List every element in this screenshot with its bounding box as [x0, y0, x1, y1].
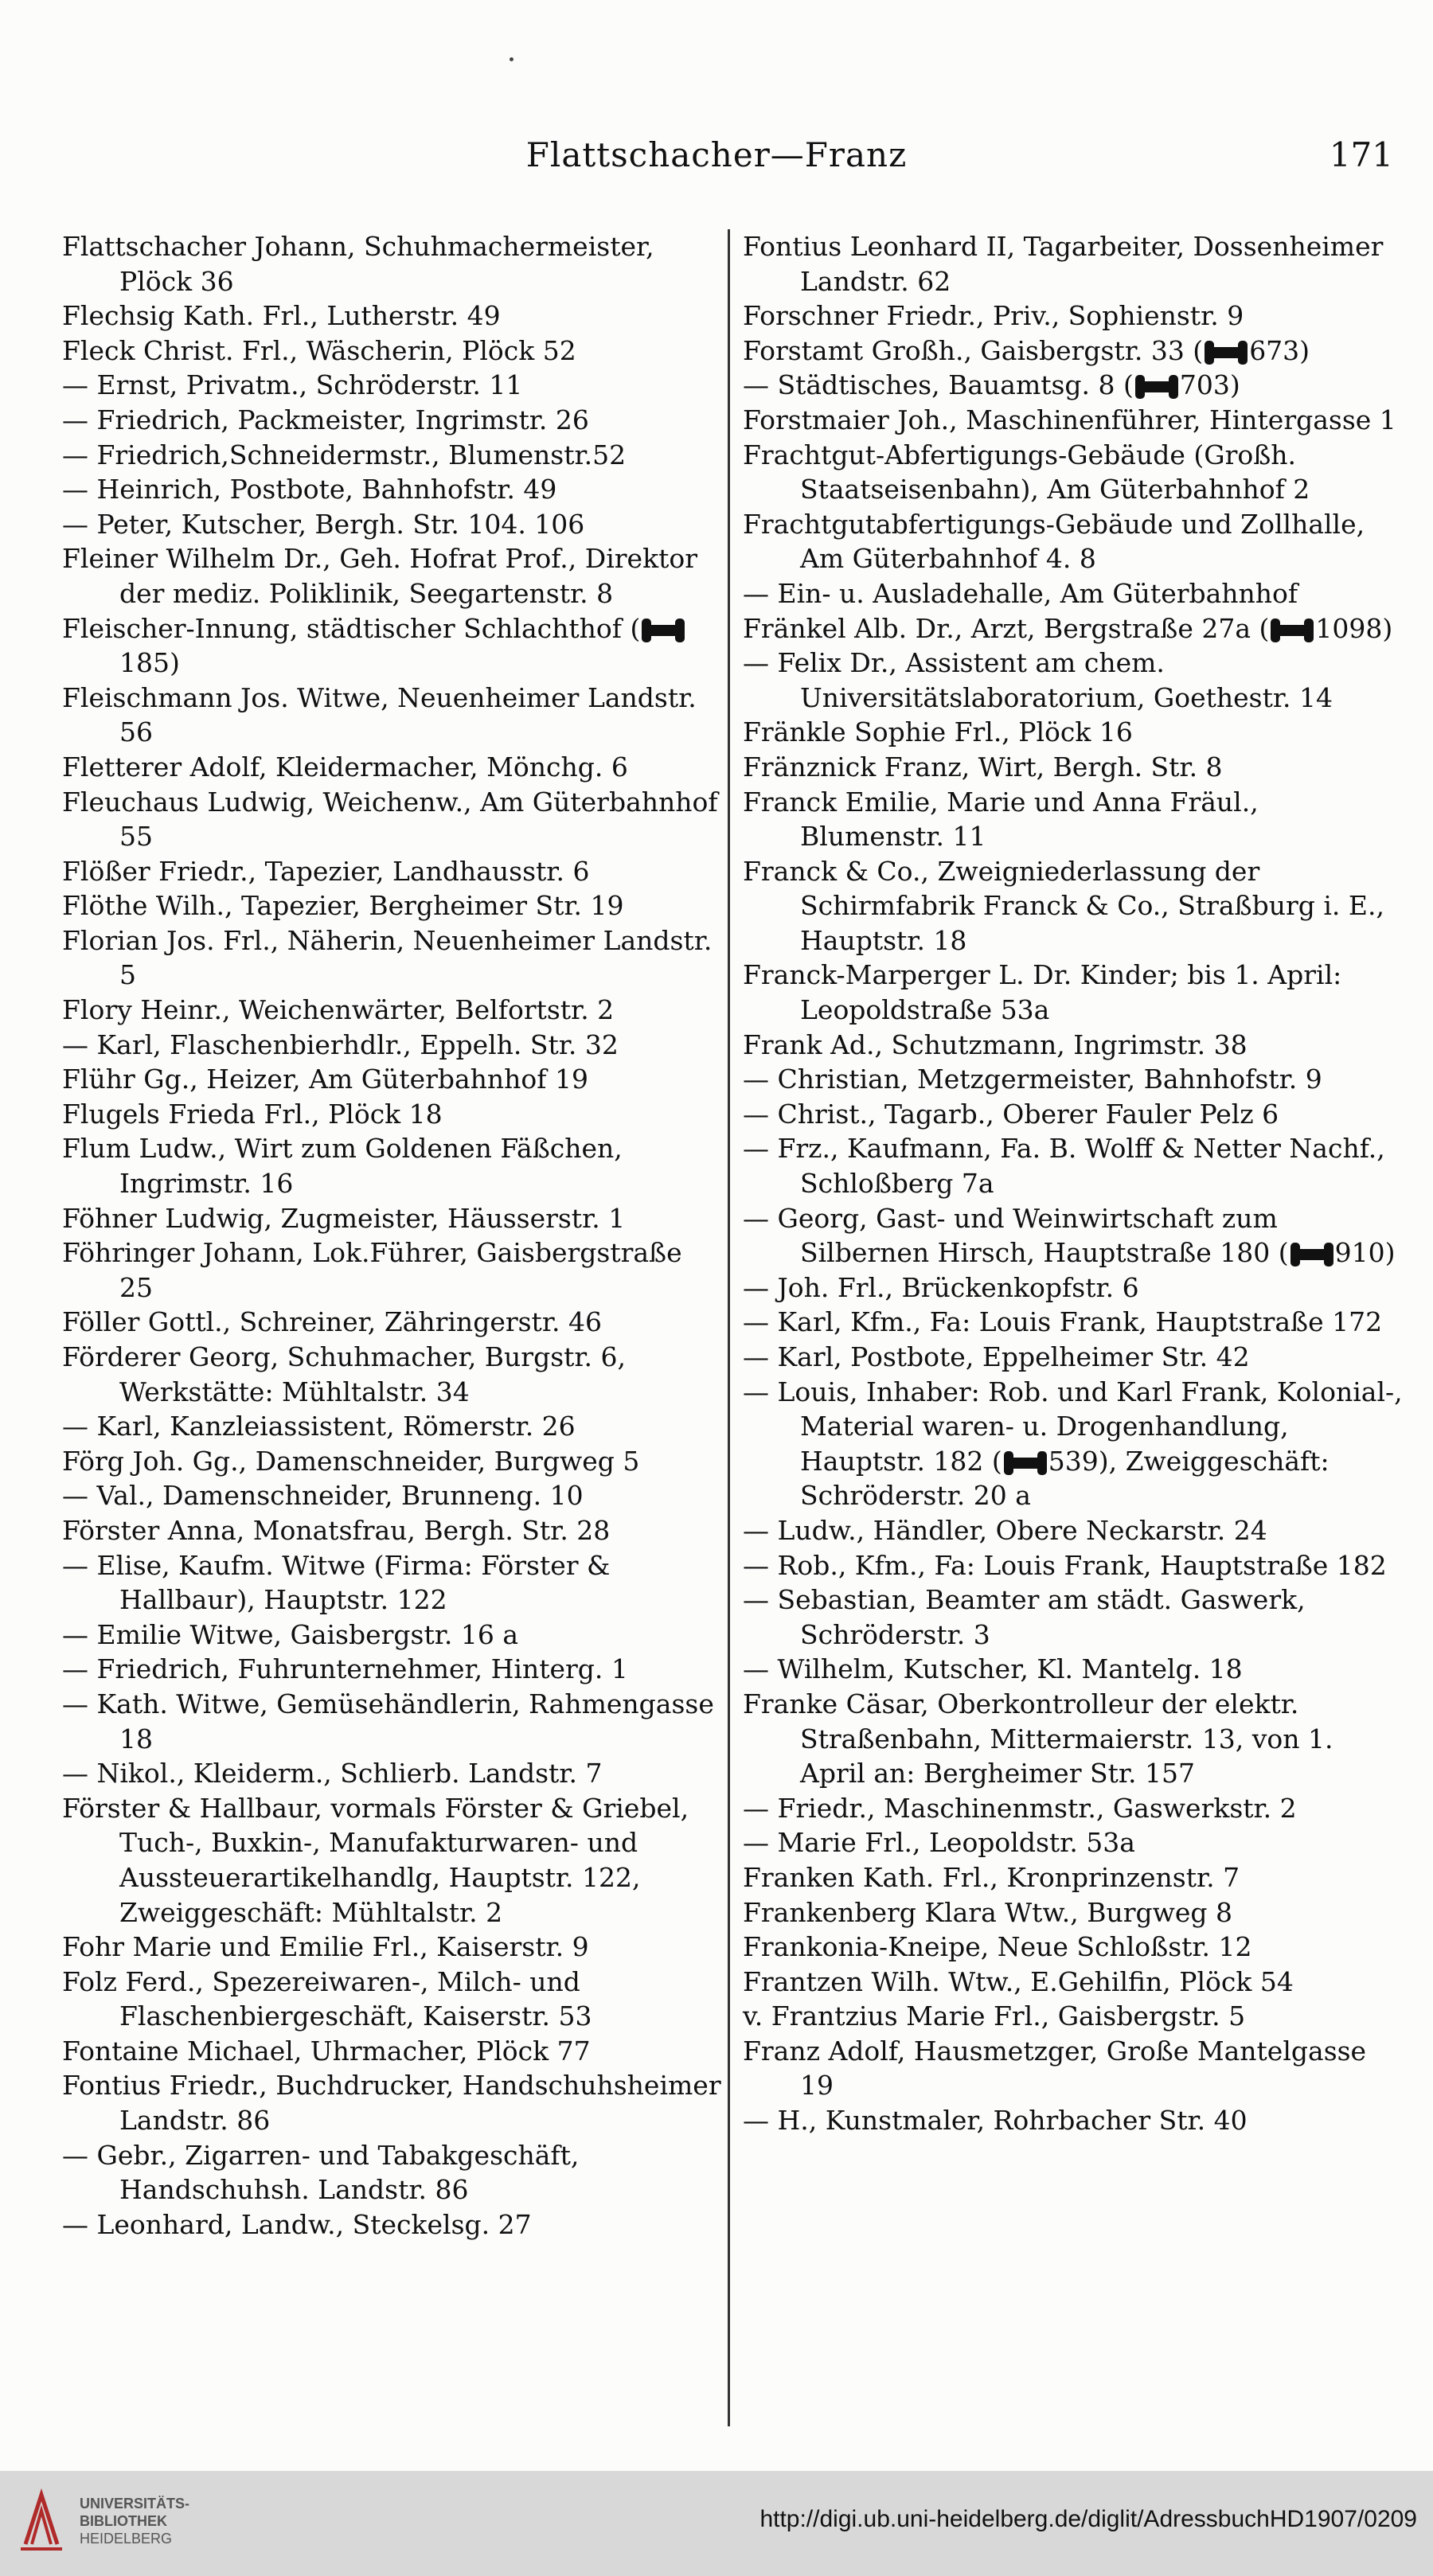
entry-text: Fleck Christ. Frl., Wäscherin, Plöck 52 [62, 334, 576, 366]
entry-text: Folz Ferd., Spezereiwaren-, Milch- und Flaschenbiergeschäft, Kaiserstr. 53 [62, 1965, 592, 2032]
directory-entry [62, 1062, 723, 1097]
library-logo-icon [18, 2488, 65, 2552]
entry-text: Fränkle Sophie Frl., Plöck 16 [743, 716, 1133, 748]
directory-entry [62, 1097, 723, 1132]
directory-entry [743, 1965, 1404, 2000]
directory-entry [62, 1305, 723, 1340]
directory-entry [62, 785, 723, 854]
entry-text: — Nikol., Kleiderm., Schlierb. Landstr. 7 [62, 1758, 603, 1790]
directory-entry [62, 507, 723, 542]
phone-number: 910) [1334, 1237, 1396, 1269]
entry-text: Flum Ludw., Wirt zum Goldenen Fäßchen, Ingrimstr. 16 [62, 1133, 623, 1200]
directory-entry [62, 1201, 723, 1236]
entry-text: — Karl, Flaschenbierhdlr., Eppelh. Str. 32 [62, 1028, 619, 1060]
directory-entry [62, 1548, 723, 1618]
directory-entry [62, 334, 723, 369]
entry-text: — Emilie Witwe, Gaisbergstr. 16 a [62, 1618, 519, 1650]
entry-text: — Ludw., Händler, Obere Neckarstr. 24 [743, 1514, 1267, 1546]
directory-entry [62, 229, 723, 299]
entry-text: — Leonhard, Landw., Steckelsg. 27 [62, 2208, 532, 2240]
directory-entry [743, 438, 1404, 507]
entry-text: Frank Ad., Schutzmann, Ingrimstr. 38 [743, 1028, 1248, 1060]
entry-text: Flößer Friedr., Tapezier, Landhausstr. 6 [62, 855, 590, 887]
entry-text: — Marie Frl., Leopoldstr. 53a [743, 1827, 1135, 1859]
entry-text: Föhringer Johann, Lok.Führer, Gaisbergstraße 25 [62, 1237, 682, 1303]
directory-entry [62, 2138, 723, 2207]
speck [510, 57, 513, 61]
entry-text: Franck & Co., Zweigniederlassung der Schirmfabrik Franck & Co., Straßburg i. E., Hauptstr. 18 [743, 855, 1384, 956]
entry-text: Franck-Marperger L. Dr. Kinder; bis 1. April: Leopoldstraße 53a [743, 959, 1342, 1026]
entry-text: — Peter, Kutscher, Bergh. Str. 104. 106 [62, 508, 585, 540]
directory-entry [62, 472, 723, 507]
entry-text: — Friedrich, Fuhrunternehmer, Hinterg. 1 [62, 1653, 628, 1685]
entry-text: Florian Jos. Frl., Näherin, Neuenheimer Landstr. 5 [62, 924, 713, 991]
phone-number: 703) [1179, 369, 1240, 401]
directory-entry [743, 611, 1404, 646]
directory-entry [62, 403, 723, 438]
directory-entry [62, 750, 723, 785]
directory-entry [743, 507, 1404, 576]
entry-text: Flechsig Kath. Frl., Lutherstr. 49 [62, 300, 501, 332]
directory-entry [62, 1791, 723, 1930]
directory-entry [62, 1028, 723, 1063]
directory-entry [743, 1548, 1404, 1583]
directory-entry [62, 1513, 723, 1548]
entry-text: — Karl, Kanzleiassistent, Römerstr. 26 [62, 1411, 576, 1442]
directory-entry [62, 888, 723, 923]
logo-line: UNIVERSITÄTS- [80, 2496, 190, 2512]
entry-text: Fleiner Wilhelm Dr., Geh. Hofrat Prof., Direktor der mediz. Poliklinik, Seegartenstr. 8 [62, 543, 697, 609]
directory-entry [62, 923, 723, 993]
phone-number: 673) [1249, 334, 1310, 366]
directory-entry [743, 1999, 1404, 2034]
entry-text: — Val., Damenschneider, Brunneng. 10 [62, 1480, 584, 1512]
directory-entry [62, 1652, 723, 1687]
directory-entry [62, 541, 723, 611]
directory-entry [62, 1478, 723, 1513]
telephone-icon [1208, 347, 1244, 358]
entry-text: Franken Kath. Frl., Kronprinzenstr. 7 [743, 1861, 1240, 1893]
entry-text: Flühr Gg., Heizer, Am Güterbahnhof 19 [62, 1064, 588, 1095]
entry-text: — Rob., Kfm., Fa: Louis Frank, Hauptstraße 182 [743, 1549, 1387, 1581]
directory-entry [62, 1618, 723, 1653]
directory-entry [62, 1235, 723, 1305]
directory-entry [62, 993, 723, 1028]
entry-text: Fletterer Adolf, Kleidermacher, Mönchg. 6 [62, 751, 628, 783]
source-url-link[interactable]: http://digi.ub.uni-heidelberg.de/diglit/AdressbuchHD1907/0209 [759, 2506, 1417, 2532]
directory-entry [62, 1930, 723, 1965]
entry-text: — Friedrich, Packmeister, Ingrimstr. 26 [62, 404, 589, 435]
telephone-icon [1138, 381, 1175, 392]
entry-text: — Karl, Kfm., Fa: Louis Frank, Hauptstraße 172 [743, 1306, 1383, 1338]
telephone-icon [1294, 1249, 1330, 1260]
entry-text: v. Frantzius Marie Frl., Gaisbergstr. 5 [743, 2000, 1246, 2032]
directory-entry [62, 1131, 723, 1200]
entry-text: Frankenberg Klara Wtw., Burgweg 8 [743, 1896, 1233, 1928]
directory-entry [743, 229, 1404, 299]
entry-text: Förg Joh. Gg., Damenschneider, Burgweg 5 [62, 1445, 640, 1477]
page-header [0, 135, 1433, 183]
directory-entry [62, 1444, 723, 1479]
directory-entry [743, 750, 1404, 785]
entry-text: — Friedrich,Schneidermstr., Blumenstr.52 [62, 439, 627, 470]
directory-entry [743, 299, 1404, 334]
footer-bar [0, 2471, 1433, 2576]
directory-entry [62, 2207, 723, 2242]
entry-text: Flugels Frieda Frl., Plöck 18 [62, 1098, 443, 1130]
entry-text: Frachtgut-Abfertigungs-Gebäude (Großh. Staatseisenbahn), Am Güterbahnhof 2 [743, 439, 1310, 505]
directory-entry [743, 1062, 1404, 1097]
directory-entry [62, 611, 723, 681]
directory-entry [62, 854, 723, 889]
entry-text: — Karl, Postbote, Eppelheimer Str. 42 [743, 1341, 1250, 1372]
directory-entry [62, 1965, 723, 2034]
directory-entry [743, 785, 1404, 854]
logo-line: HEIDELBERG [80, 2531, 173, 2547]
left-column [62, 229, 723, 2242]
entry-text: Fontaine Michael, Uhrmacher, Plöck 77 [62, 2035, 591, 2067]
entry-text: Fleischmann Jos. Witwe, Neuenheimer Landstr. 56 [62, 681, 697, 748]
entry-text: — Ernst, Privatm., Schröderstr. 11 [62, 369, 523, 401]
directory-entry [62, 681, 723, 750]
directory-entry [743, 576, 1404, 611]
entry-text: Fleischer-Innung, städtischer Schlachthof ( [62, 612, 641, 644]
entry-text: Fränznick Franz, Wirt, Bergh. Str. 8 [743, 751, 1223, 783]
entry-text: Forstmaier Joh., Maschinenführer, Hintergasse 1 [743, 404, 1396, 435]
directory-entry [62, 438, 723, 473]
directory-entry [743, 368, 1404, 403]
column-divider [728, 229, 730, 2426]
directory-entry [62, 368, 723, 403]
directory-entry [62, 299, 723, 334]
entry-text: Flöthe Wilh., Tapezier, Bergheimer Str. 19 [62, 890, 624, 922]
entry-text: — Christian, Metzgermeister, Bahnhofstr. 9 [743, 1064, 1322, 1095]
entry-text: Flory Heinr., Weichenwärter, Belfortstr. 2 [62, 994, 615, 1026]
entry-text: Fränkel Alb. Dr., Arzt, Bergstraße 27a ( [743, 612, 1270, 644]
entry-text: — H., Kunstmaler, Rohrbacher Str. 40 [743, 2105, 1248, 2137]
directory-entry [743, 1860, 1404, 1895]
entry-text: — Christ., Tagarb., Oberer Fauler Pelz 6 [743, 1098, 1279, 1130]
directory-entry [743, 1652, 1404, 1687]
directory-entry [743, 1687, 1404, 1791]
directory-entry [743, 334, 1404, 369]
entry-text: Fontius Leonhard II, Tagarbeiter, Dossenheimer Landstr. 62 [743, 231, 1384, 297]
phone-number: 1098) [1315, 612, 1393, 644]
directory-entry [743, 2103, 1404, 2138]
directory-entry [62, 2068, 723, 2137]
directory-entry [743, 646, 1404, 715]
entry-text: — Gebr., Zigarren- und Tabakgeschäft, Handschuhsh. Landstr. 86 [62, 2139, 580, 2206]
entry-text: — Elise, Kaufm. Witwe (Firma: Förster & Hallbaur), Hauptstr. 122 [62, 1549, 611, 1616]
directory-entry [743, 1825, 1404, 1860]
entry-text: Franke Cäsar, Oberkontrolleur der elektr. Straßenbahn, Mittermaierstr. 13, von 1. April an: Bergheimer Str. 157 [743, 1688, 1333, 1790]
entry-text: Franz Adolf, Hausmetzger, Große Mantelgasse 19 [743, 2035, 1367, 2102]
directory-entry [743, 1340, 1404, 1375]
directory-entry [743, 1375, 1404, 1513]
entry-text: Fontius Friedr., Buchdrucker, Handschuhsheimer Landstr. 86 [62, 2070, 721, 2137]
entry-text: — Frz., Kaufmann, Fa. B. Wolff & Netter Nachf., Schloßberg 7a [743, 1133, 1385, 1200]
directory-entry [743, 1513, 1404, 1548]
directory-entry [743, 1305, 1404, 1340]
directory-entry [743, 2034, 1404, 2103]
directory-entry [62, 1340, 723, 1409]
directory-entry [743, 1791, 1404, 1826]
entry-text: Frankonia-Kneipe, Neue Schloßstr. 12 [743, 1931, 1252, 1963]
phone-number: 539), [1048, 1445, 1118, 1477]
telephone-icon [1274, 625, 1310, 636]
directory-entry [743, 715, 1404, 750]
entry-text: — Louis, Inhaber: Rob. und Karl Frank, Kolonial-, Material waren- u. Drogenhandlung, Hauptstr. 182 ( [743, 1376, 1403, 1477]
entry-text: — Wilhelm, Kutscher, Kl. Mantelg. 18 [743, 1653, 1243, 1685]
directory-entry [62, 1687, 723, 1756]
directory-entry [743, 1895, 1404, 1930]
entry-text: — Friedr., Maschinenmstr., Gaswerkstr. 2 [743, 1792, 1297, 1824]
right-column [743, 229, 1404, 2138]
directory-entry [743, 1028, 1404, 1063]
directory-entry [62, 1409, 723, 1444]
telephone-icon [645, 625, 681, 636]
directory-entry [62, 2034, 723, 2069]
entry-text: — Kath. Witwe, Gemüsehändlerin, Rahmengasse 18 [62, 1688, 714, 1754]
entry-text: — Felix Dr., Assistent am chem. Universitätslaboratorium, Goethestr. 14 [743, 647, 1333, 713]
directory-entry [743, 1201, 1404, 1270]
directory-entry [743, 1930, 1404, 1965]
directory-entry [743, 1270, 1404, 1306]
directory-entry [743, 1131, 1404, 1200]
phone-number: 185) [119, 647, 180, 679]
entry-text: — Städtisches, Bauamtsg. 8 ( [743, 369, 1134, 401]
entry-text: — Georg, Gast- und Weinwirtschaft zum Silbernen Hirsch, Hauptstraße 180 ( [743, 1202, 1289, 1269]
entry-text: Förderer Georg, Schuhmacher, Burgstr. 6, Werkstätte: Mühltalstr. 34 [62, 1341, 627, 1407]
entry-text-continued: Zweiggeschäft: Schröderstr. 20 a [800, 1445, 1330, 1512]
page-number: 171 [1329, 135, 1393, 174]
entry-text: Forschner Friedr., Priv., Sophienstr. 9 [743, 300, 1244, 332]
telephone-icon [1007, 1458, 1044, 1469]
entry-text: Frantzen Wilh. Wtw., E.Gehilfin, Plöck 54 [743, 1965, 1294, 1997]
entry-text: — Heinrich, Postbote, Bahnhofstr. 49 [62, 474, 557, 505]
directory-entry [743, 854, 1404, 958]
entry-text: — Joh. Frl., Brückenkopfstr. 6 [743, 1271, 1139, 1303]
directory-entry [743, 1097, 1404, 1132]
entry-text: — Sebastian, Beamter am städt. Gaswerk, Schröderstr. 3 [743, 1584, 1306, 1650]
entry-text: Franck Emilie, Marie und Anna Fräul., Blumenstr. 11 [743, 786, 1259, 853]
directory-entry [743, 958, 1404, 1027]
logo-line: BIBLIOTHEK [80, 2513, 167, 2529]
entry-text: Förster & Hallbaur, vormals Förster & Griebel, Tuch-, Buxkin-, Manufakturwaren- und Aussteuerartikelhandlg, Hauptstr. 122, Zweiggeschäft: Mühltalstr. 2 [62, 1792, 689, 1928]
running-title: Flattschacher—Franz [525, 135, 908, 174]
entry-text: Föller Gottl., Schreiner, Zähringerstr. 46 [62, 1306, 602, 1338]
entry-text: — Ein- u. Ausladehalle, Am Güterbahnhof [743, 577, 1298, 609]
entry-text: Fohr Marie und Emilie Frl., Kaiserstr. 9 [62, 1931, 589, 1963]
entry-text: Föhner Ludwig, Zugmeister, Häusserstr. 1 [62, 1202, 626, 1234]
entry-text: Flattschacher Johann, Schuhmachermeister, Plöck 36 [62, 231, 654, 297]
directory-entry [743, 1583, 1404, 1652]
directory-entry [62, 1756, 723, 1791]
entry-text: Forstamt Großh., Gaisbergstr. 33 ( [743, 334, 1204, 366]
directory-entry [743, 403, 1404, 438]
entry-text: Förster Anna, Monatsfrau, Bergh. Str. 28 [62, 1514, 611, 1546]
library-logo-text [80, 2495, 189, 2547]
entry-text: Frachtgutabfertigungs-Gebäude und Zollhalle, Am Güterbahnhof 4. 8 [743, 508, 1365, 575]
entry-text: Fleuchaus Ludwig, Weichenw., Am Güterbahnhof 55 [62, 786, 718, 853]
